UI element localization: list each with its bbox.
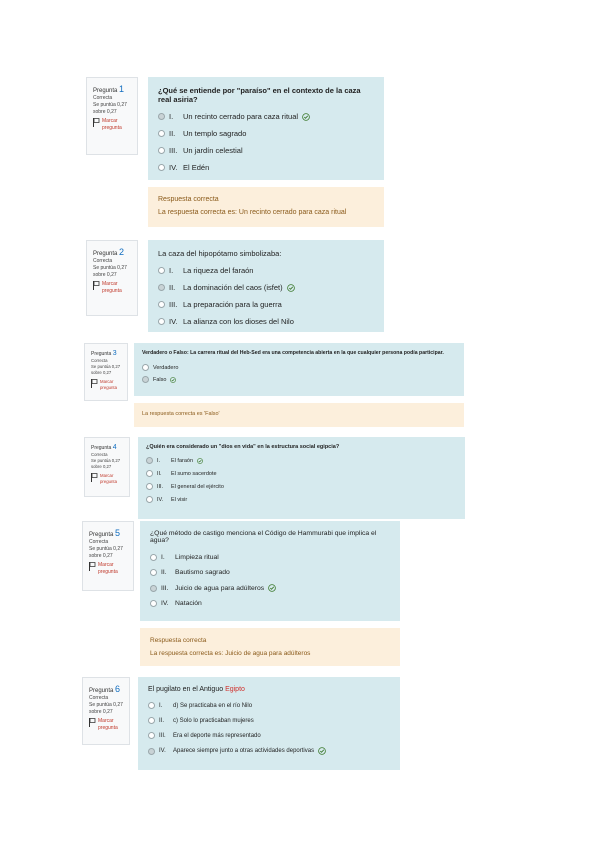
radio-button[interactable]: [148, 702, 155, 709]
flag-question-link[interactable]: Marcar pregunta: [89, 718, 123, 732]
question-content-5: [140, 521, 400, 621]
question-content-4: [138, 437, 465, 519]
question-text: ¿Qué se entiende por "paraíso" en el contexto de la caza real asiria?: [158, 86, 361, 104]
question-text: ¿Quién era considerado un "dios en vida" en la estructura social egipcia?: [146, 444, 340, 450]
radio-button[interactable]: [146, 470, 153, 477]
radio-button[interactable]: [142, 376, 149, 383]
radio-button[interactable]: [158, 130, 165, 137]
check-icon: [197, 458, 203, 464]
question-text: Verdadero o Falso: La carrera ritual del Heb-Sed era una competencia abierta en la que cualquier persona podía participar.: [142, 350, 444, 356]
question-grade: Se puntúa 0,27 sobre 0,27: [89, 545, 123, 559]
answer-option[interactable]: I. Un recinto cerrado para caza ritual: [158, 112, 374, 121]
answer-option[interactable]: III. El general del ejército: [146, 483, 457, 490]
question-text: El pugilato en el Antiguo Egipto: [148, 686, 245, 693]
question-number: Pregunta 4: [91, 444, 117, 451]
check-icon: [287, 284, 295, 292]
question-number: Pregunta 5: [89, 528, 121, 538]
feedback-panel-3: [134, 403, 464, 427]
flag-question-link[interactable]: Marcar pregunta: [89, 562, 127, 576]
question-number: Pregunta 2: [93, 247, 125, 257]
question-text: La caza del hipopótamo simbolizaba:: [158, 249, 282, 258]
radio-button[interactable]: [148, 732, 155, 739]
question-info-4: [84, 437, 130, 497]
flag-icon: [89, 718, 96, 727]
missing-word: Egipto: [225, 686, 245, 693]
answer-option[interactable]: III. La preparación para la guerra: [158, 300, 374, 309]
feedback-text: La respuesta correcta es: Un recinto cerrado para caza ritual: [158, 209, 347, 216]
answer-option[interactable]: IV. El visir: [146, 496, 457, 503]
radio-button[interactable]: [150, 554, 157, 561]
answer-option[interactable]: I. Limpieza ritual: [150, 554, 390, 561]
feedback-text: La respuesta correcta es: Juicio de agua para adúlteros: [150, 650, 311, 657]
radio-button[interactable]: [148, 748, 155, 755]
answer-option[interactable]: Verdadero: [142, 364, 456, 371]
question-grade: Se puntúa 0,27 sobre 0,27: [91, 458, 121, 470]
question-info-3: [84, 343, 128, 401]
radio-button[interactable]: [150, 600, 157, 607]
answer-option[interactable]: I. d) Se practicaba en el río Nilo: [148, 702, 390, 709]
radio-button[interactable]: [146, 496, 153, 503]
question-info-2: [86, 240, 138, 316]
question-grade: Se puntúa 0,27 sobre 0,27: [91, 364, 121, 376]
radio-button[interactable]: [148, 717, 155, 724]
question-state: Correcta: [89, 539, 109, 546]
flag-icon: [91, 473, 98, 482]
question-content-3: [134, 343, 464, 396]
question-state: Correcta: [89, 695, 109, 702]
flag-question-link[interactable]: Marcar pregunta: [91, 379, 121, 391]
question-content-6: [138, 677, 400, 770]
question-grade: Se puntúa 0,27 sobre 0,27: [93, 101, 127, 115]
question-info-6: [82, 677, 130, 745]
answer-option[interactable]: III. Un jardín celestial: [158, 146, 374, 155]
check-icon: [318, 747, 326, 755]
feedback-panel-1: [148, 187, 384, 227]
flag-icon: [89, 562, 96, 571]
answer-option[interactable]: II. Un templo sagrado: [158, 129, 374, 138]
answer-option[interactable]: II. Bautismo sagrado: [150, 569, 390, 576]
radio-button[interactable]: [142, 364, 149, 371]
radio-button[interactable]: [158, 267, 165, 274]
answer-option[interactable]: IV. Aparece siempre junto a otras actividades deportivas: [148, 747, 390, 755]
flag-question-link[interactable]: Marcar pregunta: [93, 118, 131, 132]
radio-button[interactable]: [158, 147, 165, 154]
question-state: Correcta: [93, 95, 113, 102]
answer-option[interactable]: II. La dominación del caos (isfet): [158, 283, 374, 292]
check-icon: [170, 377, 176, 383]
question-number: Pregunta 1: [93, 84, 125, 94]
answer-option[interactable]: IV. El Edén: [158, 163, 374, 172]
answer-option[interactable]: III. Juicio de agua para adúlteros: [150, 584, 390, 592]
answer-option[interactable]: Falso: [142, 376, 456, 383]
question-info-1: [86, 77, 138, 155]
feedback-panel-5: [140, 628, 400, 666]
question-grade: Se puntúa 0,27 sobre 0,27: [89, 701, 123, 715]
answer-option[interactable]: II. c) Solo lo practicaban mujeres: [148, 717, 390, 724]
question-content-2: [148, 240, 384, 332]
feedback-text: La respuesta correcta es 'Falso': [142, 411, 220, 417]
check-icon: [268, 584, 276, 592]
question-info-5: [82, 521, 134, 591]
answer-option[interactable]: IV. Natación: [150, 600, 390, 607]
feedback-title: Respuesta correcta: [158, 196, 219, 203]
radio-button[interactable]: [146, 483, 153, 490]
flag-icon: [93, 118, 100, 127]
radio-button[interactable]: [158, 318, 165, 325]
radio-button[interactable]: [158, 284, 165, 291]
answer-option[interactable]: I. El faraón: [146, 457, 457, 464]
feedback-title: Respuesta correcta: [150, 637, 207, 644]
radio-button[interactable]: [150, 569, 157, 576]
radio-button[interactable]: [146, 457, 153, 464]
question-text: ¿Qué método de castigo menciona el Código de Hammurabi que implica el agua?: [150, 530, 377, 544]
answer-option[interactable]: I. La riqueza del faraón: [158, 266, 374, 275]
radio-button[interactable]: [150, 585, 157, 592]
radio-button[interactable]: [158, 113, 165, 120]
question-content-1: [148, 77, 384, 180]
answer-option[interactable]: II. El sumo sacerdote: [146, 470, 457, 477]
answer-option[interactable]: IV. La alianza con los dioses del Nilo: [158, 317, 374, 326]
question-grade: Se puntúa 0,27 sobre 0,27: [93, 264, 127, 278]
radio-button[interactable]: [158, 301, 165, 308]
question-state: Correcta: [91, 358, 108, 364]
answer-option[interactable]: III. Era el deporte más representado: [148, 732, 390, 739]
flag-question-link[interactable]: Marcar pregunta: [93, 281, 131, 295]
flag-icon: [93, 281, 100, 290]
question-state: Correcta: [91, 452, 108, 458]
question-number: Pregunta 3: [91, 350, 117, 357]
flag-question-link[interactable]: Marcar pregunta: [91, 473, 123, 485]
flag-icon: [91, 379, 98, 388]
question-state: Correcta: [93, 258, 113, 265]
check-icon: [302, 113, 310, 121]
question-number: Pregunta 6: [89, 684, 121, 694]
radio-button[interactable]: [158, 164, 165, 171]
